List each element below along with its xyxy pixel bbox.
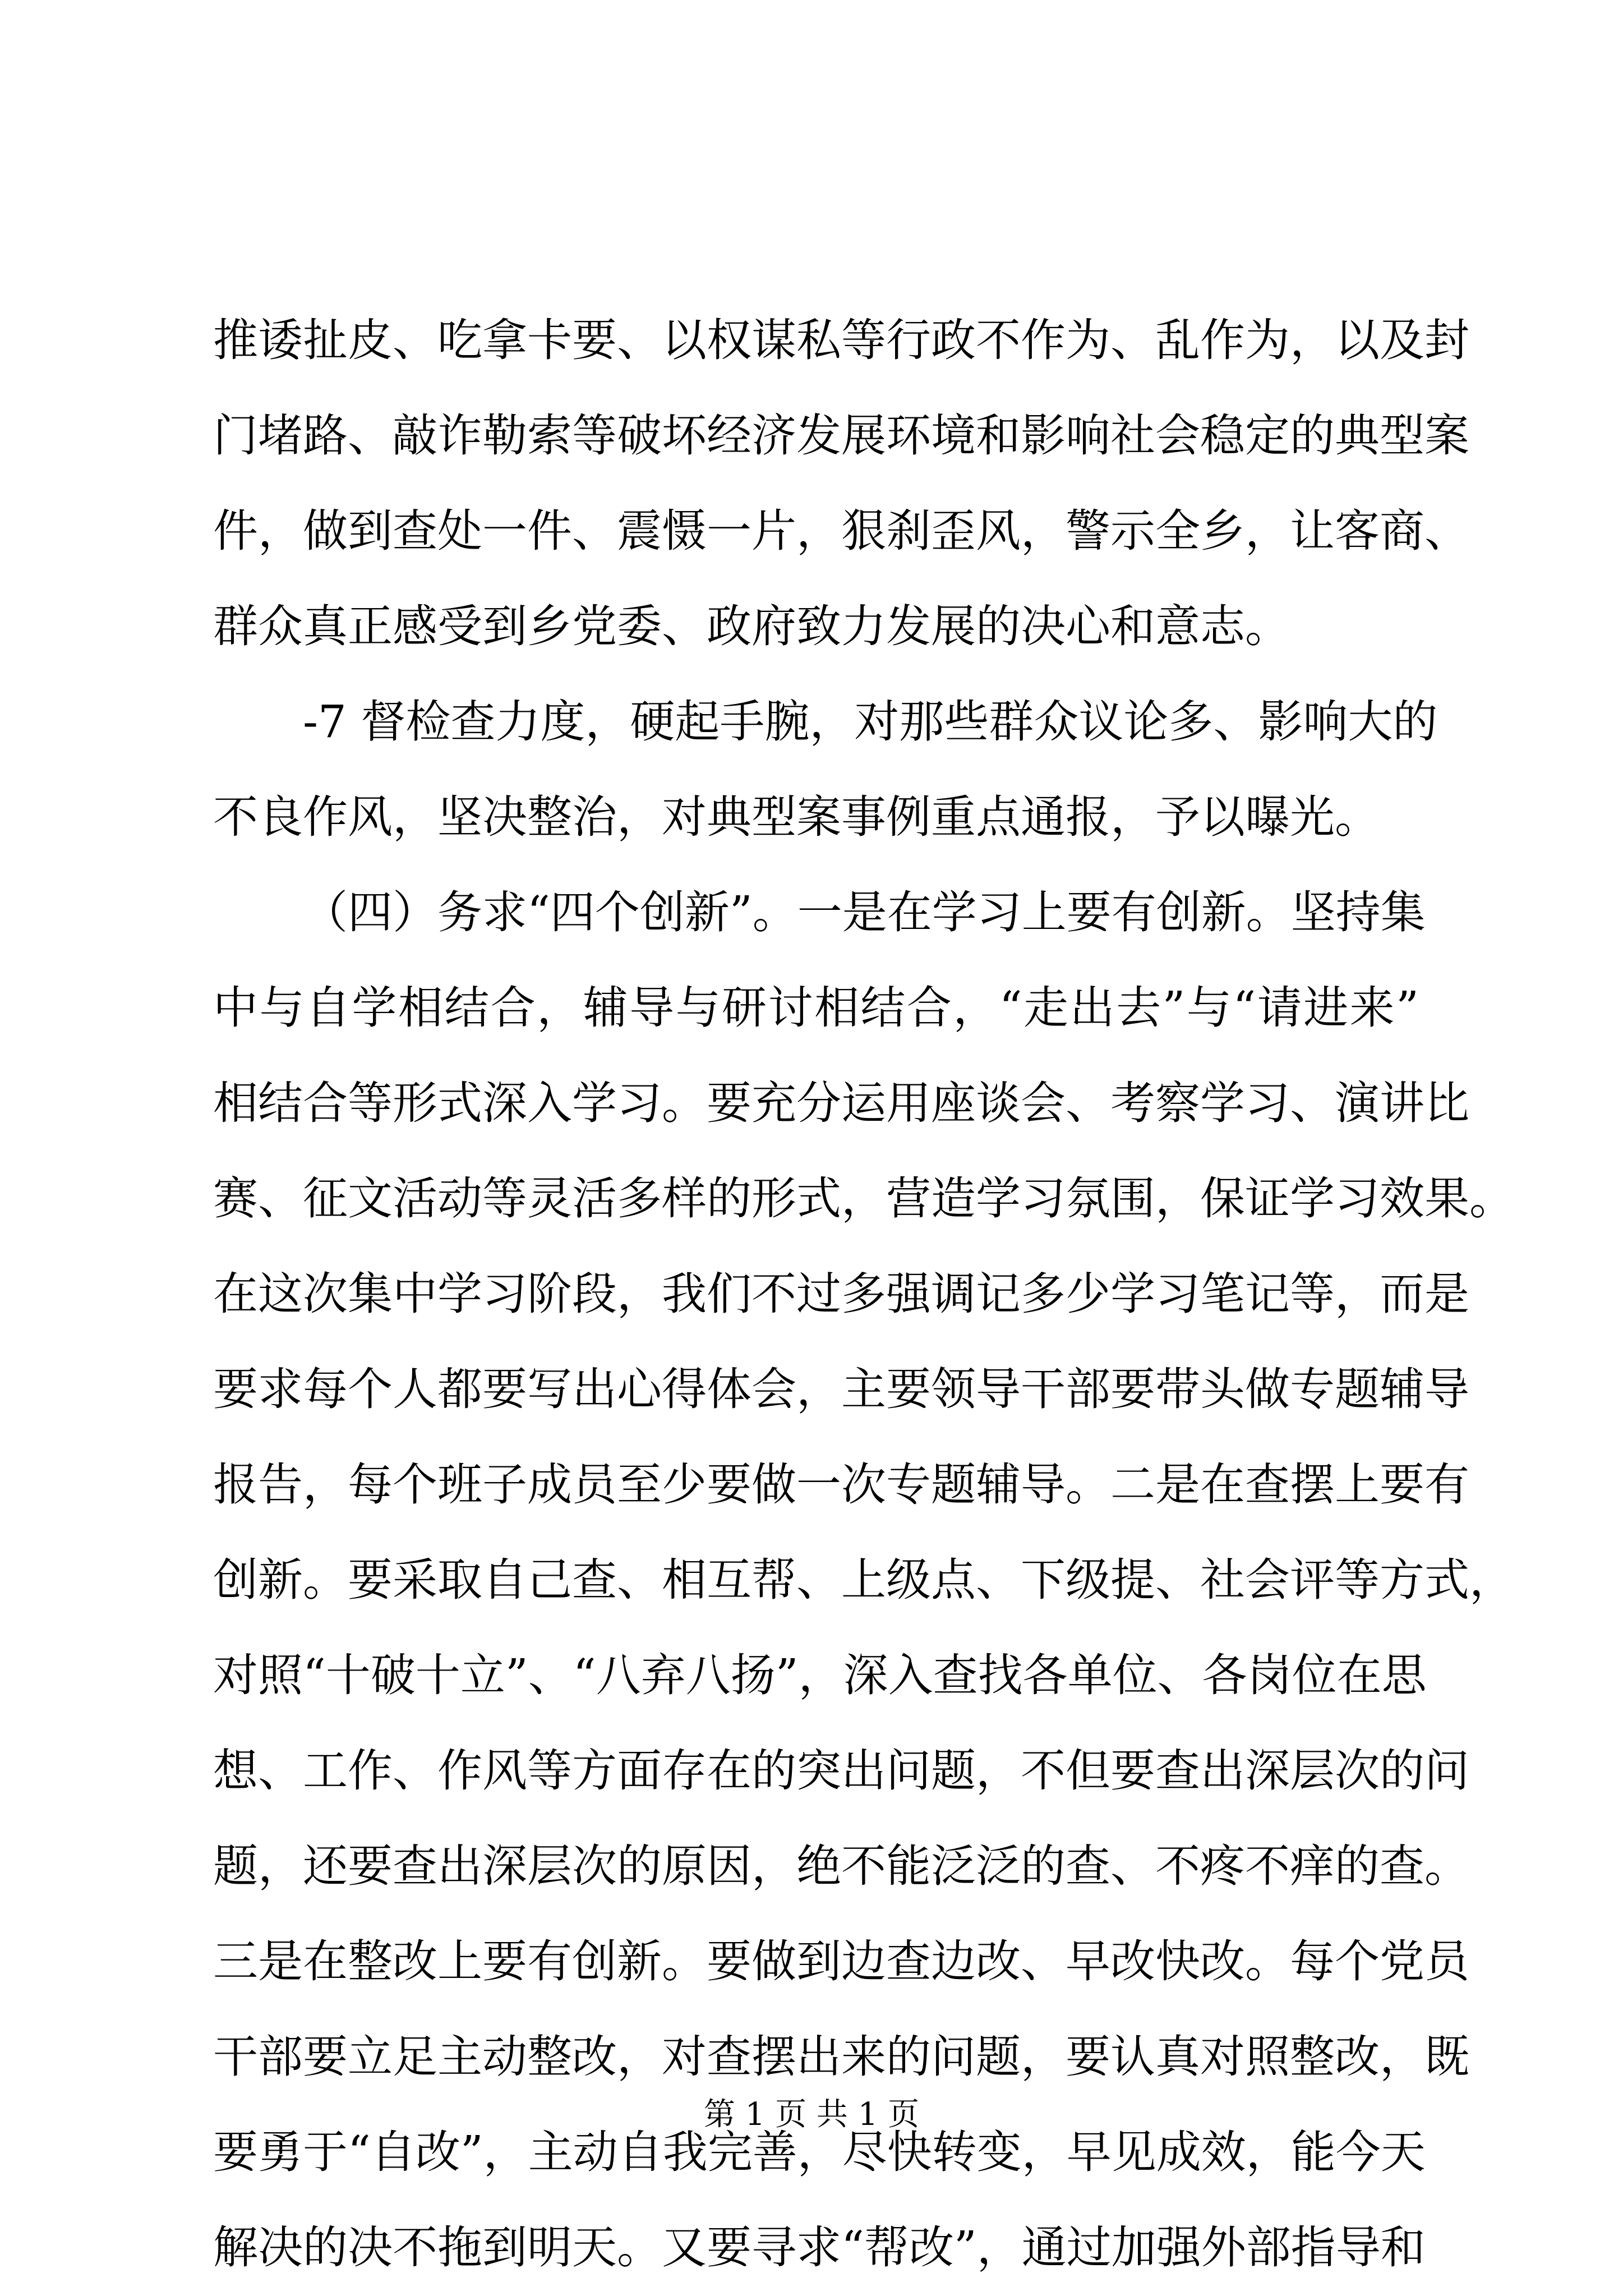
page-footer xyxy=(0,2092,1623,2137)
text-line: 干部要立足主动整改，对查摆出来的问题，要认真对照整改，既 xyxy=(213,2031,1469,2083)
text-line: 门堵路、敲诈勒索等破坏经济发展环境和影响社会稳定的典型案 xyxy=(213,409,1469,462)
text-line: 题，还要查出深层次的原因，绝不能泛泛的查、不疼不痒的查。 xyxy=(213,1840,1469,1892)
document-body xyxy=(213,293,1514,2295)
text-line: 报告，每个班子成员至少要做一次专题辅导。二是在查摆上要有 xyxy=(213,1458,1469,1511)
text-line: 三是在整改上要有创新。要做到边查边改、早改快改。每个党员 xyxy=(213,1935,1469,1987)
text-line: 要求每个人都要写出心得体会，主要领导干部要带头做专题辅导 xyxy=(213,1363,1469,1415)
text-line: 不良作风，坚决整治，对典型案事例重点通报，予以曝光。 xyxy=(213,791,1380,843)
page-number: 第 1 页 共 1 页 xyxy=(703,2096,920,2133)
text-line: -7 督检查力度，硬起手腕，对那些群众议论多、影响大的 xyxy=(303,696,1438,748)
text-line: 件，做到查处一件、震慑一片，狠刹歪风，警示全乡，让客商、 xyxy=(213,505,1469,557)
text-line: 赛、征文活动等灵活多样的形式，营造学习氛围，保证学习效果。 xyxy=(213,1172,1514,1225)
text-line: 在这次集中学习阶段，我们不过多强调记多少学习笔记等，而是 xyxy=(213,1268,1469,1320)
text-line: 想、工作、作风等方面存在的突出问题，不但要查出深层次的问 xyxy=(213,1745,1469,1797)
text-line: 对照“十破十立”、“八弃八扬”，深入查找各单位、各岗位在思 xyxy=(213,1649,1427,1701)
text-line: 要勇于“自改”，主动自我完善，尽快转变，早见成效，能今天 xyxy=(213,2126,1426,2178)
text-line: 相结合等形式深入学习。要充分运用座谈会、考察学习、演讲比 xyxy=(213,1077,1469,1129)
text-line: 中与自学相结合，辅导与研讨相结合，“走出去”与“请进来” xyxy=(213,982,1419,1034)
text-line: 解决的决不拖到明天。又要寻求“帮改”，通过加强外部指导和 xyxy=(213,2221,1426,2274)
text-line: 群众真正感受到乡党委、政府致力发展的决心和意志。 xyxy=(213,600,1290,652)
text-line: 推诿扯皮、吃拿卡要、以权谋私等行政不作为、乱作为，以及封 xyxy=(213,314,1469,366)
text-line: （四）务求“四个创新”。一是在学习上要有创新。坚持集 xyxy=(303,886,1426,938)
text-line: 创新。要采取自己查、相互帮、上级点、下级提、社会评等方式， xyxy=(213,1554,1514,1606)
